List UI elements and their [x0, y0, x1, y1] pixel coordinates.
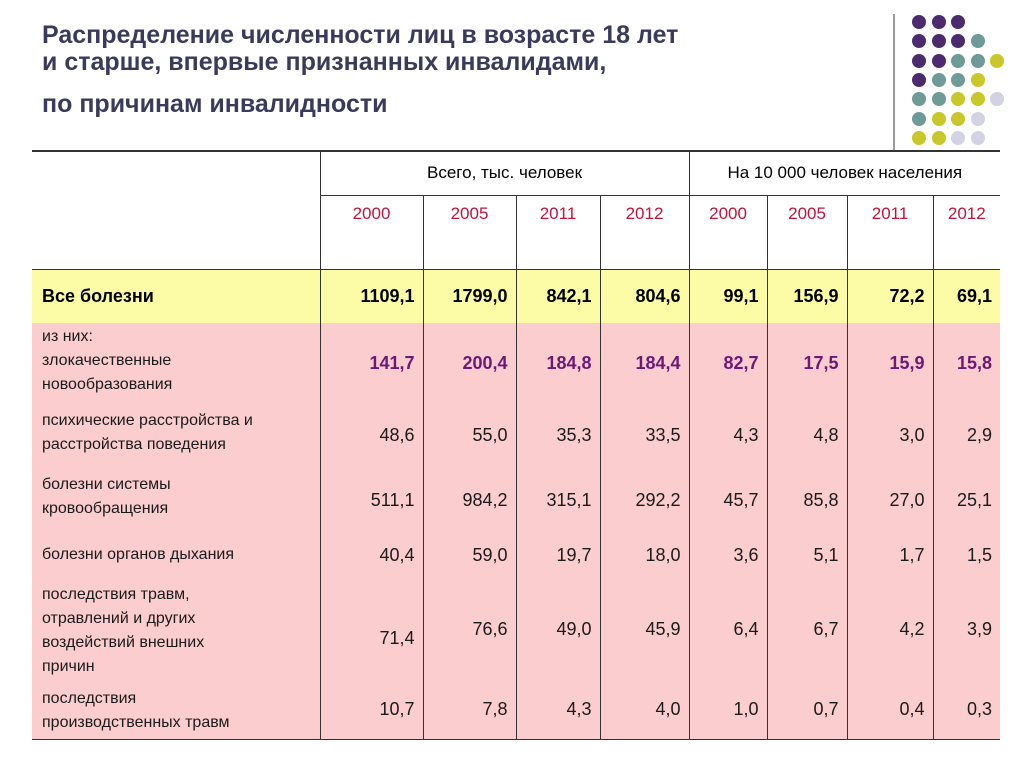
table-cell: 184,8	[516, 323, 600, 403]
table-cell: 40,4	[320, 533, 423, 577]
table-cell: 0,3	[933, 681, 1000, 739]
table-cell: 292,2	[600, 467, 689, 533]
table-cell: 184,4	[600, 323, 689, 403]
table-cell: 59,0	[423, 533, 516, 577]
year-header: 2000	[689, 195, 767, 269]
table-cell: 4,8	[767, 403, 847, 467]
table-row	[32, 403, 1000, 467]
table-cell: 18,0	[600, 533, 689, 577]
decor-dot	[912, 92, 926, 106]
decor-dot	[951, 54, 965, 68]
header-corner-cell	[32, 151, 320, 269]
table-cell: 984,2	[423, 467, 516, 533]
table-cell: 1,5	[933, 533, 1000, 577]
decor-dot	[912, 131, 926, 145]
table-cell: 99,1	[689, 269, 767, 323]
decor-dot	[971, 54, 985, 68]
table-cell: 4,3	[516, 681, 600, 739]
table-cell: 0,7	[767, 681, 847, 739]
decor-dot	[951, 73, 965, 87]
decor-dot	[932, 15, 946, 29]
decor-dot	[932, 131, 946, 145]
table-cell: 1,7	[847, 533, 933, 577]
year-header: 2000	[320, 195, 423, 269]
table-cell: 82,7	[689, 323, 767, 403]
table-cell: 315,1	[516, 467, 600, 533]
row-label: последствия производственных травм	[32, 681, 320, 739]
decor-dot	[951, 131, 965, 145]
table-cell: 1799,0	[423, 269, 516, 323]
row-label: Все болезни	[32, 269, 320, 323]
table-cell: 5,1	[767, 533, 847, 577]
table-cell: 85,8	[767, 467, 847, 533]
group-header-absolute: Всего, тыс. человек	[320, 151, 689, 195]
table-row	[32, 467, 1000, 533]
table-cell: 69,1	[933, 269, 1000, 323]
table-cell: 1109,1	[320, 269, 423, 323]
decor-dot	[932, 73, 946, 87]
table-cell: 7,8	[423, 681, 516, 739]
table-cell: 6,7	[767, 577, 847, 681]
table-cell: 25,1	[933, 467, 1000, 533]
table-cell: 511,1	[320, 467, 423, 533]
table-cell: 200,4	[423, 323, 516, 403]
table-cell: 55,0	[423, 403, 516, 467]
table-cell: 3,0	[847, 403, 933, 467]
table-cell: 3,9	[933, 577, 1000, 681]
row-label: психические расстройства и расстройства поведения	[32, 403, 320, 467]
table-cell: 19,7	[516, 533, 600, 577]
title-line-3: по причинам инвалидности	[42, 90, 388, 118]
decor-dot	[971, 131, 985, 145]
disability-table	[32, 150, 1000, 740]
decor-dot	[912, 54, 926, 68]
row-label: последствия травм, отравлений и других воздействий внешних причин	[32, 577, 320, 681]
year-header: 2011	[847, 195, 933, 269]
row-label: из них: злокачественные новообразования	[32, 323, 320, 403]
table-row	[32, 323, 1000, 403]
table-cell: 4,3	[689, 403, 767, 467]
row-label: болезни органов дыхания	[32, 533, 320, 577]
table-cell: 15,8	[933, 323, 1000, 403]
table-row	[32, 533, 1000, 577]
table-cell: 35,3	[516, 403, 600, 467]
decor-dot	[971, 112, 985, 126]
table-row	[32, 577, 1000, 681]
decor-dot	[932, 54, 946, 68]
decor-dot	[912, 112, 926, 126]
table-cell: 156,9	[767, 269, 847, 323]
year-header: 2011	[516, 195, 600, 269]
decorative-dot-grid	[0, 0, 1024, 150]
table-cell: 49,0	[516, 577, 600, 681]
decor-dot	[932, 34, 946, 48]
table-cell: 1,0	[689, 681, 767, 739]
decor-dot	[932, 112, 946, 126]
table-cell: 804,6	[600, 269, 689, 323]
title-line-1: Распределение численности лиц в возрасте 18 лет	[42, 21, 679, 49]
decor-dot	[990, 54, 1004, 68]
decor-dot	[990, 92, 1004, 106]
group-header-per-10000: На 10 000 человек населения	[689, 151, 1000, 195]
decor-dot	[912, 34, 926, 48]
table-cell: 76,6	[423, 577, 516, 681]
decor-dot	[951, 92, 965, 106]
year-header: 2012	[600, 195, 689, 269]
table-cell: 6,4	[689, 577, 767, 681]
decor-dot	[932, 92, 946, 106]
table-cell: 45,9	[600, 577, 689, 681]
table-cell: 17,5	[767, 323, 847, 403]
decor-dot	[951, 15, 965, 29]
decor-dot	[971, 73, 985, 87]
decor-dot	[971, 92, 985, 106]
table-row	[32, 681, 1000, 739]
table-cell: 4,2	[847, 577, 933, 681]
year-header: 2005	[423, 195, 516, 269]
year-header: 2005	[767, 195, 847, 269]
table-row-total	[32, 269, 1000, 323]
table-cell: 141,7	[320, 323, 423, 403]
table-cell: 33,5	[600, 403, 689, 467]
row-label: болезни системы кровообращения	[32, 467, 320, 533]
decor-dot	[912, 73, 926, 87]
table-cell: 71,4	[320, 577, 423, 681]
table-cell: 4,0	[600, 681, 689, 739]
year-header: 2012	[933, 195, 1000, 269]
decorative-divider	[893, 14, 895, 160]
table-cell: 27,0	[847, 467, 933, 533]
table-cell: 0,4	[847, 681, 933, 739]
table-cell: 15,9	[847, 323, 933, 403]
decor-dot	[951, 34, 965, 48]
decor-dot	[971, 34, 985, 48]
table-cell: 842,1	[516, 269, 600, 323]
table-cell: 48,6	[320, 403, 423, 467]
table-cell: 72,2	[847, 269, 933, 323]
table-cell: 2,9	[933, 403, 1000, 467]
decor-dot	[951, 112, 965, 126]
decor-dot	[912, 15, 926, 29]
table-cell: 45,7	[689, 467, 767, 533]
title-line-2: и старше, впервые признанных инвалидами,	[42, 48, 607, 76]
table-cell: 3,6	[689, 533, 767, 577]
table-cell: 10,7	[320, 681, 423, 739]
